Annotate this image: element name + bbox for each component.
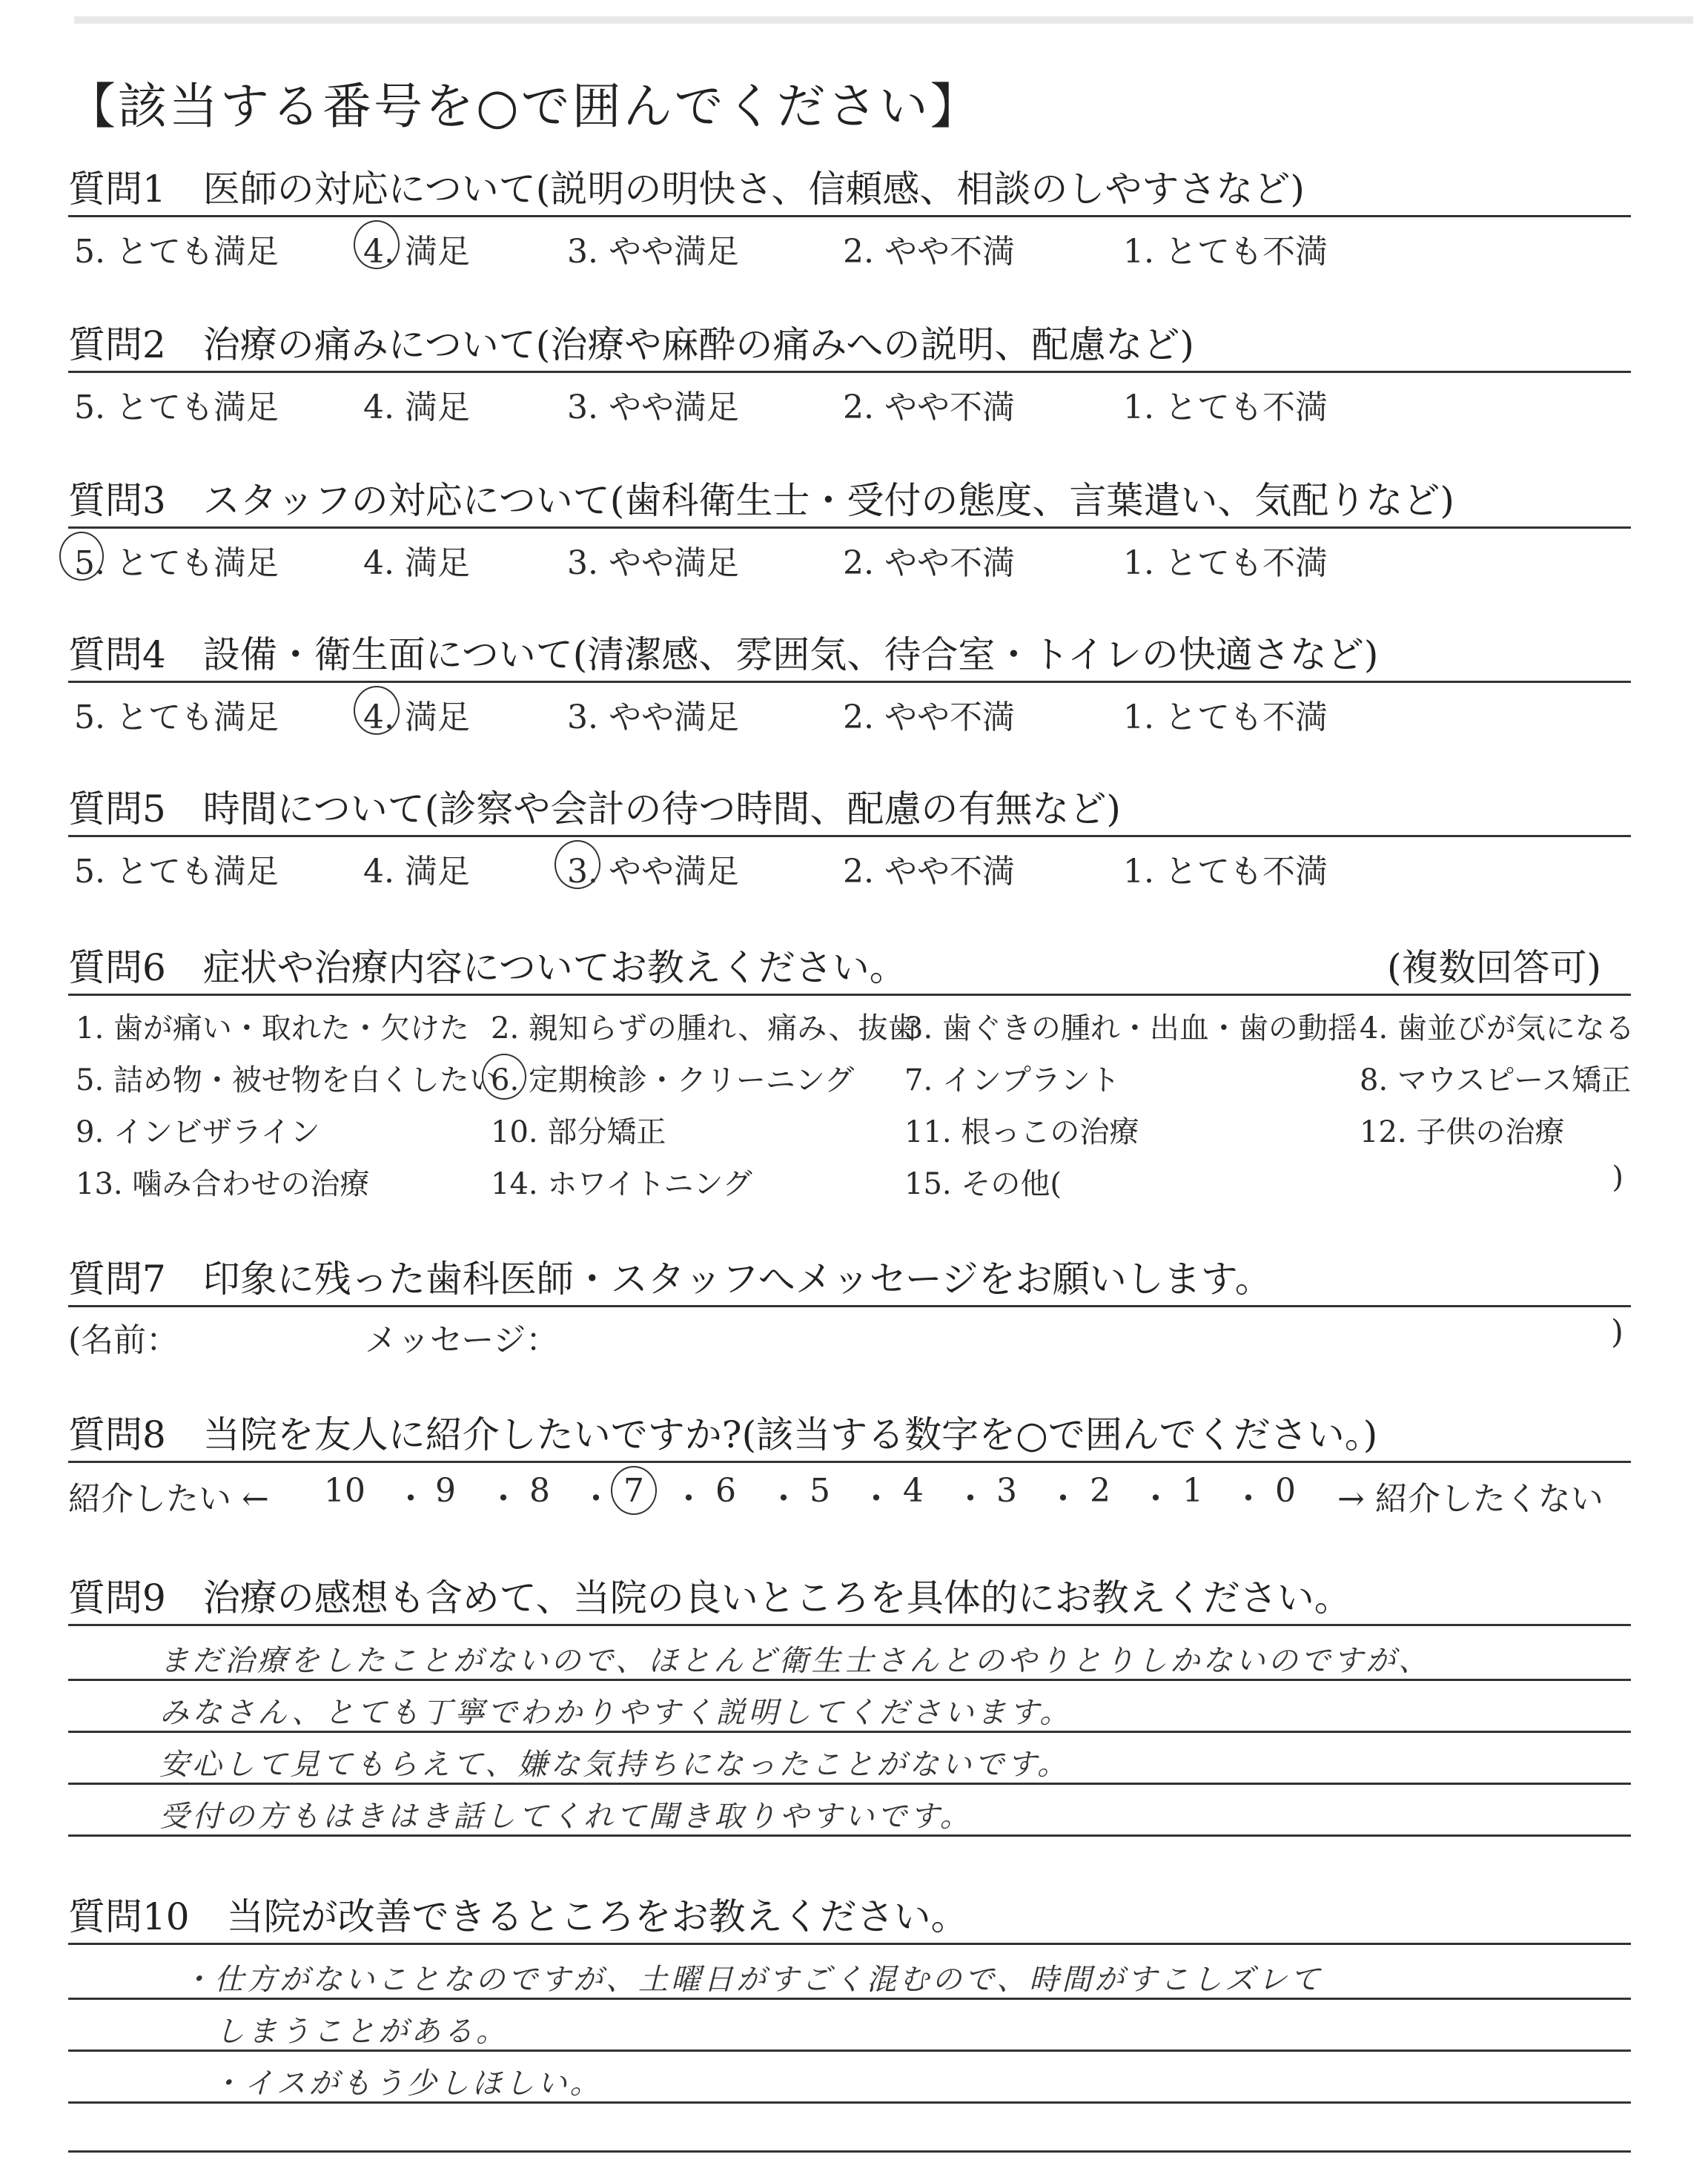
q8-dot-10: ・	[1232, 1480, 1265, 1518]
q1-option-2[interactable]: 2. やや不満	[843, 233, 1015, 271]
q8-score-5[interactable]: 5	[810, 1472, 830, 1510]
q2-option-3[interactable]: 3. やや満足	[567, 389, 739, 426]
q6-item-15-close-paren: )	[1612, 1160, 1623, 1195]
question-10-title: 質問10 当院が改善できるところをお教えください。	[68, 1891, 1631, 1945]
question-8	[68, 1409, 1631, 1521]
q4-option-3[interactable]: 3. やや満足	[567, 698, 739, 736]
q1-option-3[interactable]: 3. やや満足	[567, 233, 739, 271]
q6-item-3[interactable]: 3. 歯ぐきの腫れ・出血・歯の動揺	[904, 1011, 1357, 1046]
q6-item-6[interactable]: 6. 定期検診・クリーニング	[491, 1063, 855, 1097]
q6-item-8[interactable]: 8. マウスピース矯正	[1360, 1063, 1632, 1097]
q5-selected-circle	[555, 840, 600, 889]
q8-left-label: 紹介したい ←	[68, 1480, 269, 1518]
q8-scale	[68, 1463, 1631, 1521]
question-2	[68, 319, 1631, 432]
q6-item-12[interactable]: 12. 子供の治療	[1360, 1115, 1565, 1149]
q6-item-4[interactable]: 4. 歯並びが気になる	[1360, 1011, 1635, 1046]
q1-option-5[interactable]: 5. とても満足	[74, 233, 279, 271]
q6-row-4	[68, 1155, 1631, 1206]
q8-dot-9: ・	[1139, 1480, 1172, 1518]
q8-selected-circle	[611, 1466, 657, 1515]
q8-dot-6: ・	[860, 1480, 893, 1518]
q6-item-10[interactable]: 10. 部分矯正	[491, 1115, 666, 1149]
question-1-options	[68, 217, 1631, 277]
q9-answer-line-4: 受付の方もはきはき話してくれて聞き取りやすいです。	[159, 1800, 973, 1834]
question-4	[68, 629, 1631, 742]
q2-option-2[interactable]: 2. やや不満	[843, 389, 1015, 426]
q4-option-4[interactable]: 4. 満足	[363, 698, 470, 736]
question-9-title: 質問9 治療の感想も含めて、当院の良いところを具体的にお教えください。	[68, 1572, 1631, 1626]
q7-message-label: メッセージ：	[365, 1321, 559, 1359]
question-3-options	[68, 529, 1631, 588]
question-1	[68, 163, 1631, 277]
question-5-title: 質問5 時間について(診察や会計の待つ時間、配慮の有無など)	[68, 783, 1631, 837]
q10-answer-line-1: ・仕方がないことなのですが、土曜日がすごく混むので、時間がすこしズレて	[182, 1963, 1323, 1997]
question-3	[68, 475, 1631, 588]
q8-score-2[interactable]: 2	[1090, 1472, 1110, 1510]
q8-dot-5: ・	[767, 1480, 800, 1518]
question-6-title	[68, 942, 1631, 996]
q9-answer-line-3: 安心して見てもらえて、嫌な気持ちになったことがないです。	[159, 1748, 1070, 1782]
q3-option-2[interactable]: 2. やや不満	[843, 544, 1015, 582]
question-6	[68, 942, 1635, 1206]
q7-fields	[68, 1307, 1631, 1359]
q9-answer-line-2: みなさん、とても丁寧でわかりやすく説明してくださいます。	[159, 1696, 1073, 1730]
q7-close-paren: )	[1610, 1313, 1623, 1351]
q10-answer-line-3: ・イスがもう少しほしい。	[211, 2067, 603, 2101]
question-9	[68, 1572, 1631, 1626]
q8-dot-2: ・	[487, 1480, 520, 1518]
question-5	[68, 783, 1631, 896]
q4-selected-circle	[354, 686, 400, 735]
question-2-options	[68, 373, 1631, 432]
top-edge-shadow	[74, 16, 1693, 24]
question-4-options	[68, 683, 1631, 742]
q7-name-label: (名前：	[68, 1321, 179, 1359]
q6-item-13[interactable]: 13. 噛み合わせの治療	[76, 1167, 370, 1201]
q5-option-5[interactable]: 5. とても満足	[74, 853, 279, 891]
q3-option-1[interactable]: 1. とても不満	[1123, 544, 1328, 582]
q1-option-1[interactable]: 1. とても不満	[1123, 233, 1328, 271]
q2-option-1[interactable]: 1. とても不満	[1123, 389, 1328, 426]
q8-score-7[interactable]: 7	[623, 1472, 644, 1510]
question-8-title: 質問8 当院を友人に紹介したいですか?(該当する数字を○で囲んでください。)	[68, 1409, 1631, 1463]
q6-item-11[interactable]: 11. 根っこの治療	[904, 1115, 1139, 1149]
question-1-title: 質問1 医師の対応について(説明の明快さ、信頼感、相談のしやすさなど)	[68, 163, 1631, 217]
q8-right-label: → 紹介したくない	[1337, 1480, 1603, 1518]
q4-option-5[interactable]: 5. とても満足	[74, 698, 279, 736]
q5-option-4[interactable]: 4. 満足	[363, 853, 470, 891]
q6-row-1	[68, 999, 1635, 1051]
question-5-options	[68, 837, 1631, 896]
q8-score-9[interactable]: 9	[435, 1472, 456, 1510]
q10-line-4	[68, 2150, 1631, 2153]
q6-item-2[interactable]: 2. 親知らずの腫れ、痛み、抜歯	[491, 1011, 918, 1046]
q3-option-5[interactable]: 5. とても満足	[74, 544, 279, 582]
question-6-title-text: 質問6 症状や治療内容についてお教えください。	[68, 946, 907, 989]
q8-dot-4: ・	[672, 1480, 705, 1518]
q6-selected-circle	[482, 1054, 526, 1100]
q5-option-3[interactable]: 3. やや満足	[567, 853, 739, 891]
question-7	[68, 1253, 1631, 1359]
q10-answer-line-2: しまうことがある。	[215, 2015, 509, 2049]
q9-answer-line-1: まだ治療をしたことがないので、ほとんど衛生士さんとのやりとりしかないのですが、	[159, 1644, 1431, 1678]
q5-option-2[interactable]: 2. やや不満	[843, 853, 1015, 891]
question-4-title: 質問4 設備・衛生面について(清潔感、雰囲気、待合室・トイレの快適さなど)	[68, 629, 1631, 683]
q4-option-2[interactable]: 2. やや不満	[843, 698, 1015, 736]
q6-item-15[interactable]: 15. その他(	[904, 1167, 1062, 1201]
q3-option-3[interactable]: 3. やや満足	[567, 544, 739, 582]
q8-dot-3: ・	[580, 1480, 612, 1518]
q6-item-1[interactable]: 1. 歯が痛い・取れた・欠けた	[76, 1011, 469, 1046]
q6-row-2	[68, 1051, 1631, 1103]
q6-item-5[interactable]: 5. 詰め物・被せ物を白くしたい	[76, 1063, 499, 1097]
q2-option-4[interactable]: 4. 満足	[363, 389, 470, 426]
q6-item-14[interactable]: 14. ホワイトニング	[491, 1167, 752, 1201]
question-3-title: 質問3 スタッフの対応について(歯科衛生士・受付の態度、言葉遣い、気配りなど)	[68, 475, 1631, 529]
q8-score-3[interactable]: 3	[996, 1472, 1017, 1510]
q8-score-4[interactable]: 4	[903, 1472, 924, 1510]
q6-item-9[interactable]: 9. インビザライン	[76, 1115, 320, 1149]
q4-option-1[interactable]: 1. とても不満	[1123, 698, 1328, 736]
q6-row-3	[68, 1103, 1631, 1155]
q8-dot-1: ・	[394, 1480, 427, 1518]
q3-selected-circle	[59, 532, 104, 581]
q8-score-8[interactable]: 8	[529, 1472, 550, 1510]
question-6-multiple-note: (複数回答可)	[1386, 946, 1601, 989]
q1-option-4[interactable]: 4. 満足	[363, 233, 470, 271]
q8-score-1[interactable]: 1	[1182, 1472, 1203, 1510]
q8-dot-8: ・	[1047, 1480, 1079, 1518]
q2-option-5[interactable]: 5. とても満足	[74, 389, 279, 426]
question-10	[68, 1891, 1631, 1945]
q3-option-4[interactable]: 4. 満足	[363, 544, 470, 582]
q8-score-6[interactable]: 6	[715, 1472, 736, 1510]
q5-option-1[interactable]: 1. とても不満	[1123, 853, 1328, 891]
q6-item-7[interactable]: 7. インプラント	[904, 1063, 1120, 1097]
page-header: 【該当する番号を○で囲んでください】	[67, 78, 982, 135]
q8-score-10[interactable]: 10	[324, 1472, 365, 1510]
q1-selected-circle	[354, 220, 400, 269]
q8-score-0[interactable]: 0	[1275, 1472, 1296, 1510]
q8-dot-7: ・	[954, 1480, 987, 1518]
question-2-title: 質問2 治療の痛みについて(治療や麻酔の痛みへの説明、配慮など)	[68, 319, 1631, 373]
question-7-title: 質問7 印象に残った歯科医師・スタッフへメッセージをお願いします。	[68, 1253, 1631, 1307]
